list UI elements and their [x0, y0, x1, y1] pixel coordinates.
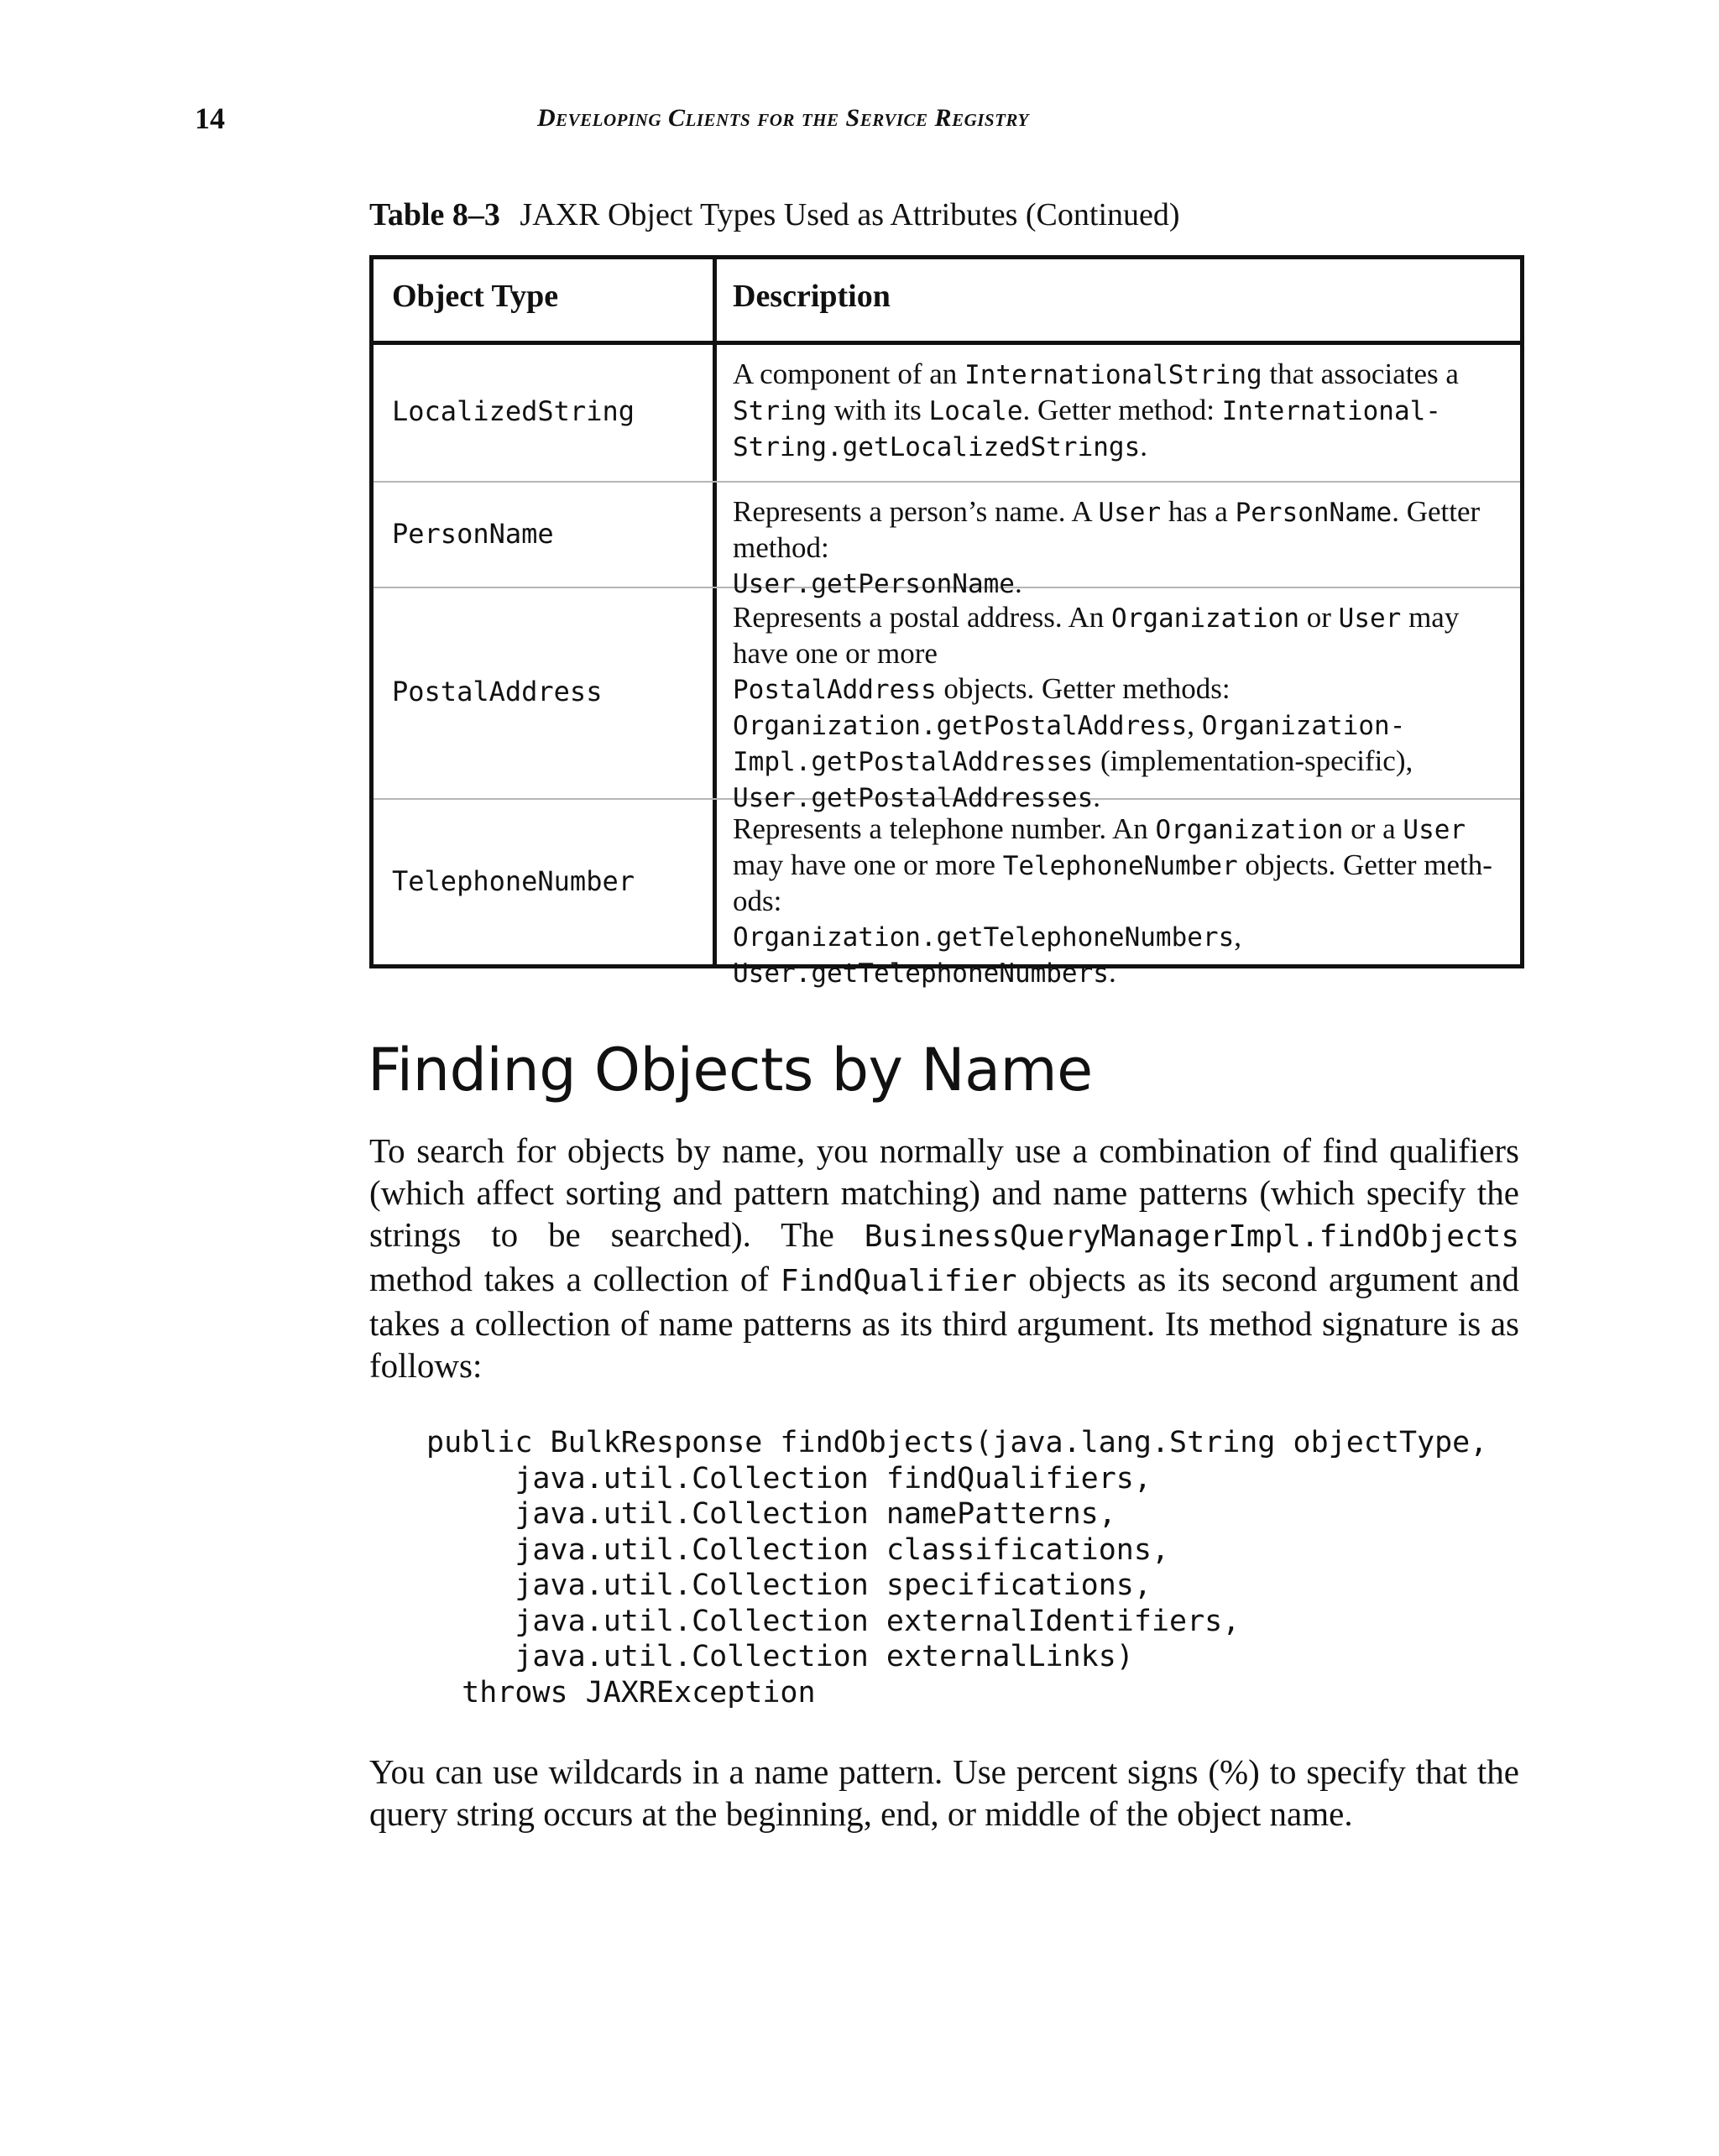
object-type-cell: PostalAddress: [392, 676, 603, 707]
page-number: 14: [195, 102, 225, 135]
description-cell: Represents a telephone number. An Organization or a User may have one or more TelephoneNumber objects. Getter meth- ods: Organization.getTelephoneNumbers, User.getTelephoneNumbers.: [733, 812, 1492, 989]
code-line: java.util.Collection externalIdentifiers,: [426, 1604, 1241, 1638]
description-cell: A component of an InternationalString that associates a String with its Locale. Getter method: International- String.getLocalizedStrings.: [733, 358, 1459, 462]
code-line: java.util.Collection specifications,: [426, 1569, 1152, 1602]
code-line: throws JAXRException: [426, 1675, 816, 1710]
description-cell: Represents a person’s name. A User has a PersonName. Getter method: User.getPersonName.: [733, 495, 1481, 599]
object-type-cell: LocalizedString: [392, 395, 635, 427]
intro-paragraph: To search for objects by name, you normally use a combination of find qualifiers (which affect sorting and pattern matching) and name patterns (which specify the strings to be searched). The BusinessQueryManagerImpl.findObjects method takes a collection of FindQualifier objects as its second argument and takes a collection of name patterns as its third argument. Its method signature is as follows:: [369, 1131, 1519, 1385]
table-row: [374, 483, 1520, 599]
method-signature-code: [426, 1425, 1487, 1710]
wildcard-paragraph: You can use wildcards in a name pattern. Use percent signs (%) to specify that the query string occurs at the beginning, end, or middle of the object name.: [369, 1752, 1519, 1833]
table-caption: [369, 196, 1180, 233]
column-header-description: Description: [733, 279, 891, 314]
object-type-cell: PersonName: [392, 518, 554, 550]
section-heading: Finding Objects by Name: [368, 1036, 1093, 1104]
code-line: java.util.Collection classifications,: [426, 1532, 1170, 1567]
table-row: [374, 800, 1520, 989]
table-caption-title: JAXR Object Types Used as Attributes (Continued): [520, 197, 1180, 232]
table-header-row: [374, 259, 1520, 345]
column-header-object-type: Object Type: [392, 279, 559, 314]
code-line: java.util.Collection namePatterns,: [426, 1497, 1116, 1531]
table-caption-label: Table 8–3: [369, 197, 500, 232]
object-type-cell: TelephoneNumber: [392, 865, 635, 897]
table-row: [374, 345, 1520, 483]
code-line: java.util.Collection externalLinks): [426, 1640, 1134, 1673]
code-line: java.util.Collection findQualifiers,: [426, 1461, 1152, 1496]
table-row: [374, 588, 1520, 813]
description-cell: Represents a postal address. An Organization or User may have one or more PostalAddress objects. Getter methods: Organization.getPostalAddress, Organization- Impl.getPostalAddresses (implementation-specific), User.getPostalAddresses.: [733, 601, 1460, 813]
running-head: Developing Clients for the Service Registry: [537, 104, 1029, 132]
code-line: public BulkResponse findObjects(java.lang.String objectType,: [426, 1426, 1488, 1459]
object-types-table: [369, 255, 1524, 989]
